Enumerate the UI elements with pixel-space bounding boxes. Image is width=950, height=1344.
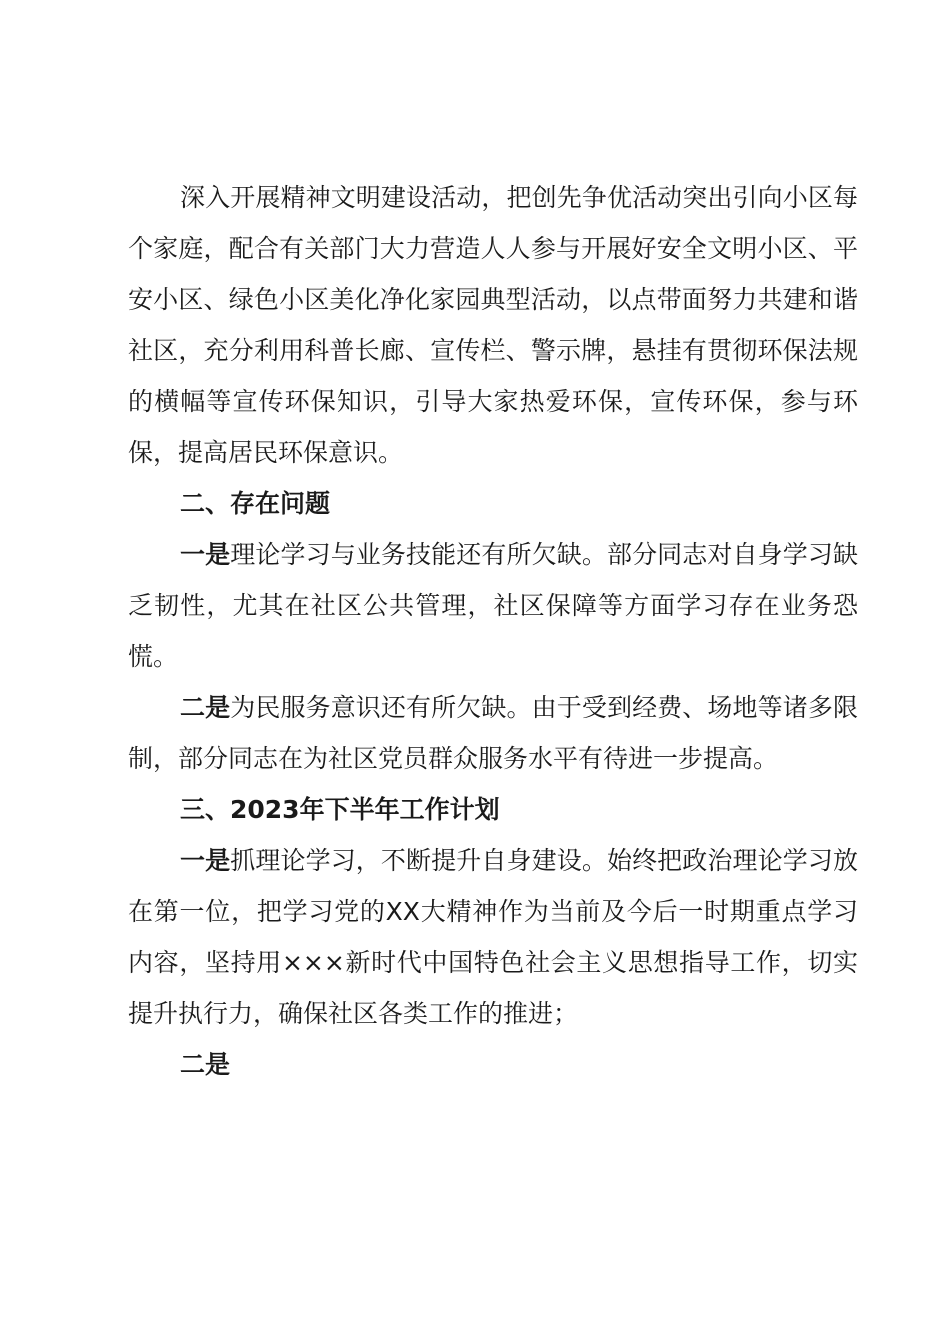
- plan-item-2: [128, 1039, 858, 1090]
- problem-1-text: 理论学习与业务技能还有所欠缺。部分同志对自身学习缺乏韧性，尤其在社区公共管理，社区保障等方面学习存在业务恐慌。: [128, 540, 858, 671]
- problem-item-1: [128, 529, 858, 682]
- plan-1-lead: 一是: [180, 846, 231, 875]
- plan-2-lead: 二是: [180, 1050, 231, 1079]
- problem-1-lead: 一是: [180, 540, 231, 569]
- paragraph-civilization-activities: [128, 172, 858, 478]
- paragraph-text: 深入开展精神文明建设活动，把创先争优活动突出引向小区每个家庭，配合有关部门大力营造人人参与开展好安全文明小区、平安小区、绿色小区美化净化家园典型活动，以点带面努力共建和谐社区，充分利用科普长廊、宣传栏、警示牌，悬挂有贯彻环保法规的横幅等宣传环保知识，引导大家热爱环保，宣传环保，参与环保，提高居民环保意识。: [128, 183, 858, 467]
- problem-item-2: [128, 682, 858, 784]
- problem-2-text: 为民服务意识还有所欠缺。由于受到经费、场地等诸多限制，部分同志在为社区党员群众服务水平有待进一步提高。: [128, 693, 858, 773]
- plan-item-1: [128, 835, 858, 1039]
- problem-2-lead: 二是: [180, 693, 231, 722]
- section-heading-work-plan: 三、2023年下半年工作计划: [180, 795, 500, 824]
- plan-1-text: 抓理论学习，不断提升自身建设。始终把政治理论学习放在第一位，把学习党的XX大精神作为当前及今后一时期重点学习内容，坚持用×××新时代中国特色社会主义思想指导工作，切实提升执行力，确保社区各类工作的推进；: [128, 846, 858, 1028]
- document-body: [128, 172, 858, 1090]
- section-heading-problems: 二、存在问题: [180, 489, 331, 518]
